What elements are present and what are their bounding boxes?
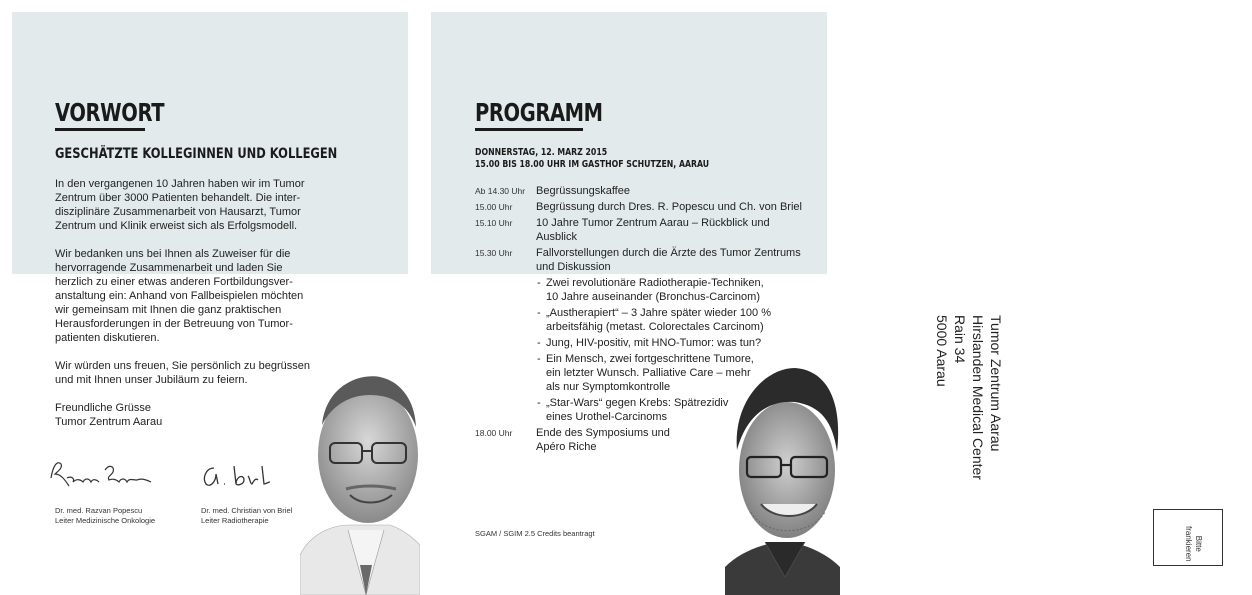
signatory-popescu: Dr. med. Razvan Popescu Leiter Medizinische Onkologie <box>55 506 156 525</box>
vorwort-subheading: GESCHÄTZTE KOLLEGINNEN UND KOLLEGEN <box>55 146 338 162</box>
vorwort-paragraph-1: In den vergangenen 10 Jahren haben wir im Tumor Zentrum über 3000 Patienten behandelt. Die inter- disziplinäre Zusammenarbeit von Hausarzt, Tumor Zentrum und Klinik erweist sich als Erfolgsmodell. <box>55 178 305 232</box>
vorwort-heading: VORWORT <box>55 98 165 127</box>
vorwort-underline <box>55 128 145 131</box>
program-date: DONNERSTAG, 12. MÄRZ 2015 <box>475 147 608 158</box>
vorwort-paragraph-3: Wir würden uns freuen, Sie persönlich zu begrüssen und mit Ihnen unser Jubiläum zu feiern. <box>55 360 310 386</box>
stamp-label: Bitte frankieren <box>1184 526 1203 562</box>
programm-underline <box>475 128 583 131</box>
portrait-popescu-photo <box>300 365 420 595</box>
vorwort-paragraph-2: Wir bedanken uns bei Ihnen als Zuweiser für die hervorragende Zusammenarbeit und laden Sie herzlich zu einer etwas anderen Fortbildungsver- anstaltung ein: Anhand von Fallbeispielen möchten wir gemeinsam mit Ihnen die ganz praktischen Herausforderungen in der Betreuung von Tumor- patienten diskutieren. <box>55 248 304 344</box>
signature-popescu <box>47 456 157 492</box>
return-address: Tumor Zentrum Aarau Hirslanden Medical Center Rain 34 5000 Aarau <box>934 315 1004 480</box>
signature-von-briel <box>200 462 272 492</box>
vorwort-closing: Freundliche Grüsse Tumor Zentrum Aarau <box>55 402 163 428</box>
left-panel-background <box>12 12 408 274</box>
signatory-von-briel: Dr. med. Christian von Briel Leiter Radiotherapie <box>201 506 293 525</box>
programm-heading: PROGRAMM <box>475 98 603 127</box>
portrait-von-briel-photo <box>725 362 840 595</box>
program-credits: SGAM / SGIM 2.5 Credits beantragt <box>475 529 595 538</box>
program-time-place: 15.00 BIS 18.00 UHR IM GASTHOF SCHÜTZEN, AARAU <box>475 159 710 170</box>
